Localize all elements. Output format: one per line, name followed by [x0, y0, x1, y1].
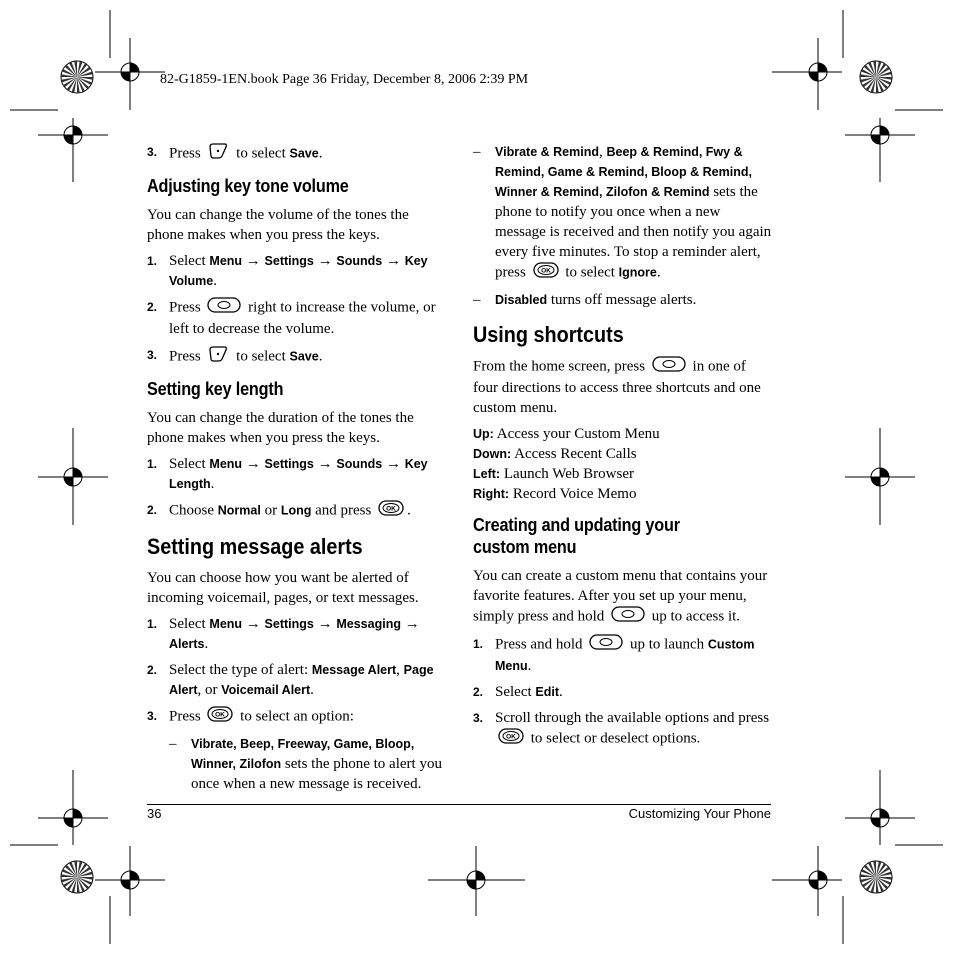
svg-text:OK: OK [386, 505, 396, 513]
ok-key-icon [378, 500, 404, 522]
shortcut-list [473, 424, 773, 504]
page-number: 36 [147, 806, 162, 821]
list-item: Up: Access your Custom Menu [473, 426, 660, 442]
heading-setting-key-length: Setting key length [147, 379, 284, 399]
svg-text:OK: OK [506, 733, 516, 741]
list-item: Down: Access Recent Calls [473, 446, 637, 462]
right-column [473, 142, 773, 756]
step: 2. Press right to increase the volume, or left to decrease the volume. [147, 297, 447, 339]
step: 1. Press and hold up to launch Custom Menu. [473, 634, 773, 676]
step: 1. Select Menu → Settings → Sounds → Key Length. [147, 456, 428, 492]
ok-key-icon [498, 728, 524, 750]
nav-key-icon [589, 634, 623, 656]
step: 2. Select Edit. [473, 684, 563, 700]
step: 3. Scroll through the available options and press OK to select or deselect options. [473, 708, 773, 750]
heading-using-shortcuts: Using shortcuts [473, 322, 624, 347]
registration-starburst-icon [61, 61, 93, 93]
footer-title: Customizing Your Phone [628, 806, 771, 821]
nav-key-icon [611, 606, 645, 628]
option-item: – Disabled turns off message alerts. [473, 292, 697, 308]
paragraph: From the home screen, press in one of four directions to access three shortcuts and one custom menu. [473, 356, 773, 418]
heading-setting-message-alerts: Setting message alerts [147, 534, 363, 559]
svg-text:OK: OK [540, 267, 551, 275]
registration-starburst-icon [61, 861, 93, 893]
softkey-left-icon [207, 345, 229, 369]
step: 3. Press to select Save. [147, 345, 447, 369]
list-item: Right: Record Voice Memo [473, 486, 637, 502]
step: 2. Choose Normal or Long and press OK . [147, 500, 447, 522]
step: 2. Select the type of alert: Message Alert, Page Alert, or Voicemail Alert. [147, 662, 434, 698]
paragraph: You can change the duration of the tones the phone makes when you press the keys. [147, 410, 414, 446]
registration-starburst-icon [860, 861, 892, 893]
svg-text:OK: OK [215, 711, 226, 719]
left-column [147, 142, 447, 800]
nav-key-icon [652, 356, 686, 378]
step: 3. Press OK to select an option: [147, 706, 447, 728]
heading-creating-custom-menu: Creating and updating your custom menu [473, 515, 680, 557]
softkey-left-icon [207, 142, 229, 166]
ok-key-icon [207, 706, 233, 728]
ok-key-icon [533, 262, 559, 284]
paragraph: You can change the volume of the tones the phone makes when you press the keys. [147, 207, 409, 243]
print-header: 82-G1859-1EN.book Page 36 Friday, December 8, 2006 2:39 PM [160, 72, 529, 87]
nav-key-icon [207, 297, 241, 319]
footer-rule [147, 804, 771, 805]
step: 1. Select Menu → Settings → Sounds → Key Volume. [147, 253, 428, 289]
paragraph: You can create a custom menu that contains your favorite features. After you set up your menu, simply press and hold up to access it. [473, 566, 773, 628]
heading-adjusting-key-tone-volume: Adjusting key tone volume [147, 176, 349, 196]
registration-starburst-icon [860, 61, 892, 93]
option-item: – Vibrate & Remind, Beep & Remind, Fwy & Remind, Game & Remind, Bloop & Remind, Winner & Remind, Zilofon & Remind sets the phone to notify you once when a new message is received and then notify you again every five minutes. To stop a reminder alert, press OK to select Ignore. [473, 142, 773, 284]
option-item: – Vibrate, Beep, Freeway, Game, Bloop, Winner, Zilofon sets the phone to alert you once when a new message is received. [169, 736, 442, 792]
paragraph: You can choose how you want be alerted of incoming voicemail, pages, or text messages. [147, 570, 419, 606]
list-item: Left: Launch Web Browser [473, 466, 634, 482]
step: 1. Select Menu → Settings → Messaging → Alerts. [147, 616, 420, 652]
step-3-save: 3. Press to select Save. [147, 142, 447, 166]
